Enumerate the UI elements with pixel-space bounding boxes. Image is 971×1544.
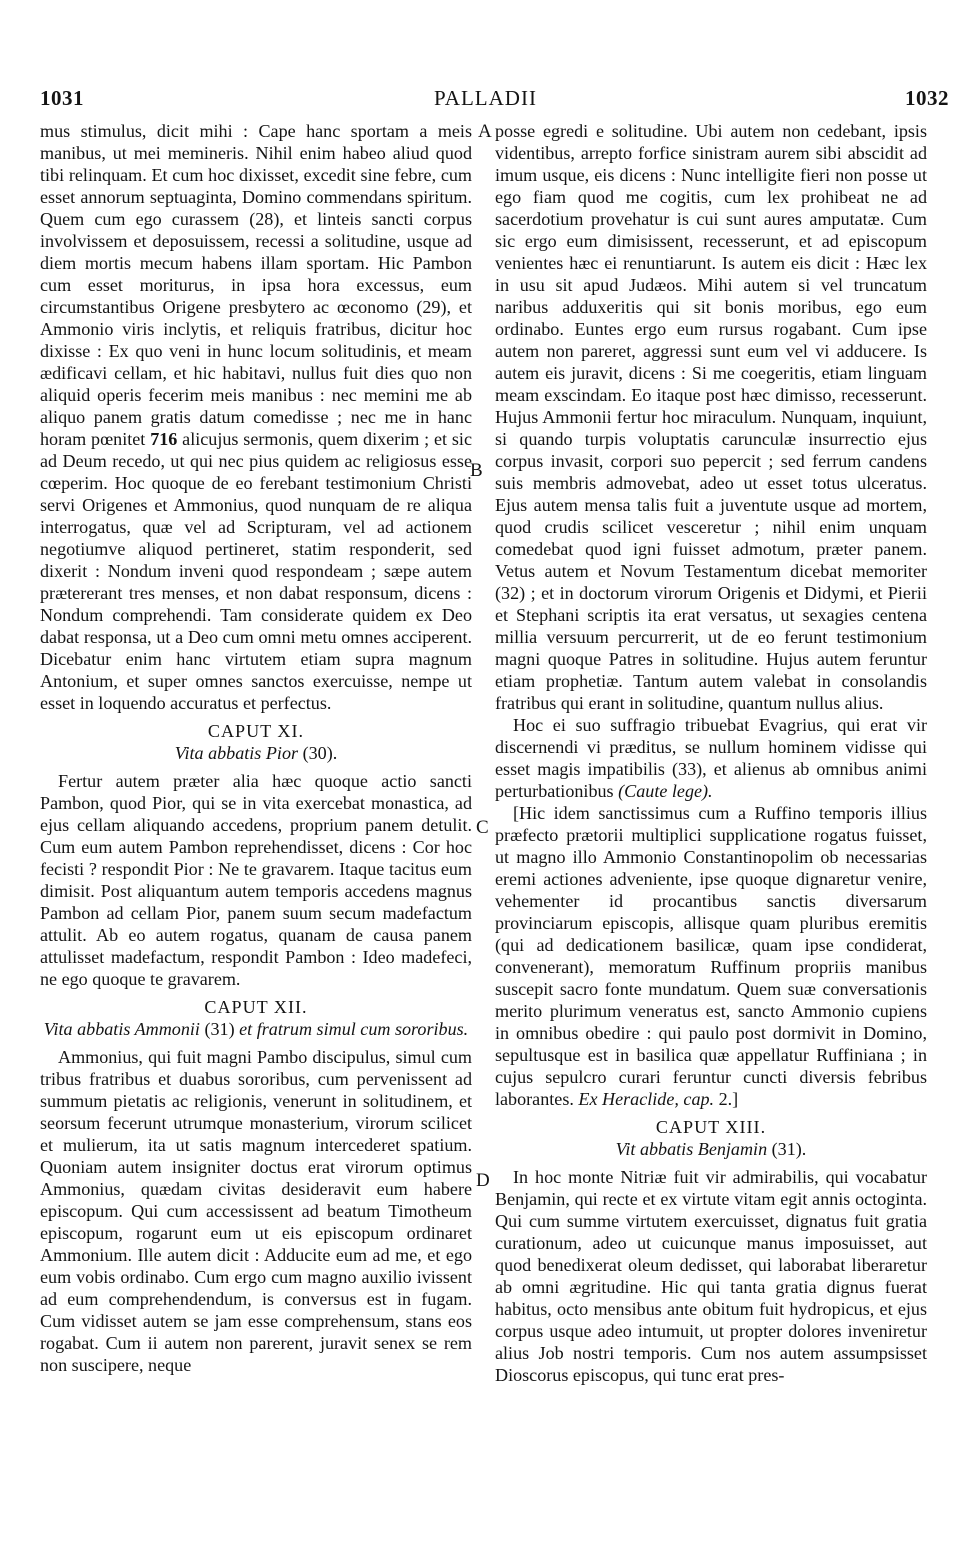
right-paragraph-2-note: (Caute lege). — [618, 781, 713, 801]
left-paragraph-1 — [40, 120, 472, 714]
left-paragraph-1-text-a: mus stimulus, dicit mihi : Cape hanc sportam a meis manibus, ut mei memineris. Nihil enim habeo aliud quod tibi relinquam. Et cum hoc dixisset, excedit sine febre, cum esset annorum septuaginta, Domino commendans spiritum. Quem cum ego curassem (28), et linteis sancti corpus involvissem et deposuissem, recessi a solitudine, usque ad diem mortis mecum habens illam sportam. Hic Pambon cum esset moriturus, in ipsa hora excessus, eum circumstantibus Origene presbytero ac œconomo (29), et Ammonio viris inclytis, et reliquis fratribus, dicitur hoc dixisse : Ex quo veni in hunc locum solitudinis, et meam ædificavi cellam, et hic habitavi, nullus fuit dies quo non aliquid operis fecerim meis manibus : nec memini me ab aliquo panem gratis datum comedisse ; nec me in hanc horam pœnitet — [40, 121, 472, 449]
chapter-13-heading: CAPUT XIII. — [655, 1117, 767, 1137]
chapter-11-subtitle-text: Vita abbatis Pior — [174, 743, 299, 763]
page-number-right: 1032 — [905, 86, 949, 110]
chapter-13-subtitle-text: Vit abbatis Benjamin — [615, 1139, 768, 1159]
right-paragraph-3 — [495, 802, 927, 1110]
chapter-12-subtitle-text-a: Vita abbatis Ammonii — [43, 1019, 200, 1039]
chapter-12-subtitle — [40, 1018, 472, 1040]
right-paragraph-2-text: Hoc ei suo suffragio tribuebat Evagrius, qui erat vir discernendi vi præditus, se nullum hominem vidisse qui esset magis impatibilis (33), et alienus ab omnibus animi perturbationibus — [495, 715, 927, 801]
left-paragraph-3: Ammonius, qui fuit magni Pambo discipulus, simul cum tribus fratribus et duabus sororibus, cum pervenissent ad summum pietatis ac religionis, venerunt in solitudinem, et seorsum fecerunt utrumque monasterium, virorum scilicet et mulierum, ita ut satis magnum intercederet spatium. Quoniam autem insigniter doctus erat virorum optimus Ammonius, quædam civitas desideravit eum habere episcopum. Qui cum accessissent ad beatum Timotheum episcopum, rogarunt eum ut eis episcopum ordinaret Ammonium. Ille autem dicit : Adducite eum ad me, et ego eum vobis ordinabo. Cum ergo cum magno auxilio ivissent ad eum comprehendendum, is conversus est in fugam. Cum vidisset autem se jam esse comprehensum, stans eos rogabat. Cum ii autem non parerent, juravit senex se rem non suscipere, neque — [40, 1047, 472, 1375]
right-paragraph-3-text: [Hic idem sanctissimus cum a Ruffino temporis illius præfecto prætorii multiplici supplicatione rogatus fuisset, ut magno illo Ammonio Constantinopolim ob necessarias eremi actiones adveniente, ipse quoque dignaretur venire, vehementer id procantibus sanctis diversarum provinciarum episcopis, allisque quam pluribus eremitis (qui ad dedicationem basilicæ, quam ipse condiderat, convenerant), memoratum Ruffinum propriis manibus suscepit sacro fonte mundatum. Quem suæ conversationis merito plurimum veneratus est, sancto Ammonio cupiens in omnibus obedire : qui paulo post dormivit in Domino, sepultusque est in basilica quæ appellatur Ruffiniana ; in cujus sepulcro curari feruntur cuncti diversis febribus laborantes. — [495, 803, 927, 1109]
column-number: 716 — [150, 429, 178, 449]
left-column — [40, 120, 472, 1376]
chapter-13-note: (31). — [771, 1139, 807, 1159]
running-title: PALLADII — [434, 86, 537, 110]
left-paragraph-2: Fertur autem præter alia hæc quoque actio sancti Pambon, quod Pior, qui se in vita exercebat monastica, ad ejus cellam aliquando accedens, proprium panem detulit. Cum eum autem Pambon reprehendisset, dicens : Cor hoc fecisti ? respondit Pior : Ne te gravarem. Itaque tacitus eum dimisit. Post aliquantum autem temporis accedens magnus Pambon ad cellam Pior, panem suum secum madefactum attulit. Ab eo autem rogatus, quanam de causa panem attulisset madefactum, respondit Pambon : Ideo madefeci, ne ego quoque te gravarem. — [40, 771, 472, 989]
right-paragraph-1: posse egredi e solitudine. Ubi autem non cedebant, ipsis videntibus, arrepto forfice sinistram aurem sibi abscidit ad imum usque, eis dicens : Nunc intelligite fieri non posse ut ego fiam quod me cogitis, cum lex prohibeat ne ad sacerdotium provehatur is cui sunt aures amputatæ. Cum sic ergo eum dimisissent, recesserunt, et ad episcopum venientes hæc ei renuntiarunt. Is autem eis dicit : Hæc lex in usu sit apud Judæos. Mihi autem si vel truncatum naribus adduxeritis qui sit bonis moribus, ego eum ordinabo. Euntes ergo eum rursus rogabant. Cum ipse autem non pareret, aggressi sunt eum vel vi adducere. Is autem eis juravit, dicens : Si me coegeritis, etiam linguam meam exscindam. Eo itaque post hæc dimisso, recesserunt. Hujus Ammonii fertur hoc miraculum. Nunquam, inquiunt, si quando turpis voluptatis carunculæ insurrectio ejus corpus invasit, corpori suo pepercit ; sed ferrum candens suis membris admovebat, adeo ut esset totus ulceratus. Ejus autem mensa talis fuit a juventute usque ad mortem, quod crudis scilicet vesceretur ; nihil enim unquam comedebat quod igni fuisset admotum, præter panem. Vetus autem et Novum Testamentum dicebat memoriter (32) ; et in doctorum virorum Origenis et Didymi, et Pierii et Stephani scriptis ita erat versatus, ut sexagies centena millia versuum percurrerit, ut de eo ferunt testimonium magni quoque Patres in solitudine. Hujus autem feruntur etiam prophetiæ. Tantum autem valebat in consolandis fratribus qui erant in solitudine, quantum nullus alius. — [495, 121, 927, 713]
chapter-12-heading: CAPUT XII. — [204, 997, 308, 1017]
right-paragraph-2 — [495, 714, 927, 802]
chapter-11-heading: CAPUT XI. — [207, 721, 305, 741]
margin-letter-c: C — [476, 817, 489, 838]
chapter-12-note: (31) — [204, 1019, 235, 1039]
right-paragraph-3-end: 2.] — [718, 1089, 739, 1109]
chapter-13-subtitle — [495, 1138, 927, 1160]
right-paragraph-3-source: Ex Heraclide, cap. — [578, 1089, 715, 1109]
right-paragraph-4: In hoc monte Nitriæ fuit vir admirabilis, qui vocabatur Benjamin, qui recte et ex virtute vitam egit annis octoginta. Qui cum summe virtutem exercuisset, dignatus fuit gratia curationum, adeo ut cuicunque manus imposuisset, aut quod benedixerat oleum dedisset, qui laborabat liberaretur ab omni ægritudine. Hic qui tanta gratia dignus fuerat habitus, octo mensibus ante obitum fuit hydropicus, et ejus corpus usque adeo intumuit, ut propter dolores inveniretur alius Job nostri temporis. Cum nos autem assumpsisset Dioscorus episcopus, qui tunc erat pres- — [495, 1167, 927, 1385]
right-column — [495, 120, 927, 1386]
margin-letter-a: A — [478, 121, 492, 142]
left-paragraph-1-text-b: alicujus sermonis, quem dixerim ; et sic ad Deum recedo, ut qui nec pius quidem ac religiosus esse cœperim. Hoc quoque de eo ferebant testimonium Christi servi Origenes et Ammonius, quod nunquam de re aliqua interrogatus, quæ vel ad Scripturam, vel ad actionem negotiumve aliquod pertineret, statim responderit, sed dixerit : Nondum inveni quod respondeam ; sæpe autem prætererant tres menses, et non dabat responsum, dicens : Nondum comprehendi. Tam considerate quidem ex Deo dabat responsa, ut a Deo cum omni metu omnes acciperent. Dicebatur enim hanc virtutem etiam supra magnum Antonium, et super omnes sanctos exercuisse, nempe ut esset in loquendo accuratus et perfectus. — [40, 429, 472, 713]
chapter-11-note: (30). — [302, 743, 338, 763]
margin-letter-b: B — [470, 460, 483, 481]
margin-letter-d: D — [476, 1170, 490, 1191]
chapter-11-subtitle — [40, 742, 472, 764]
page-number-left: 1031 — [40, 86, 84, 110]
chapter-12-subtitle-text-b: et fratrum simul cum sororibus. — [239, 1019, 469, 1039]
